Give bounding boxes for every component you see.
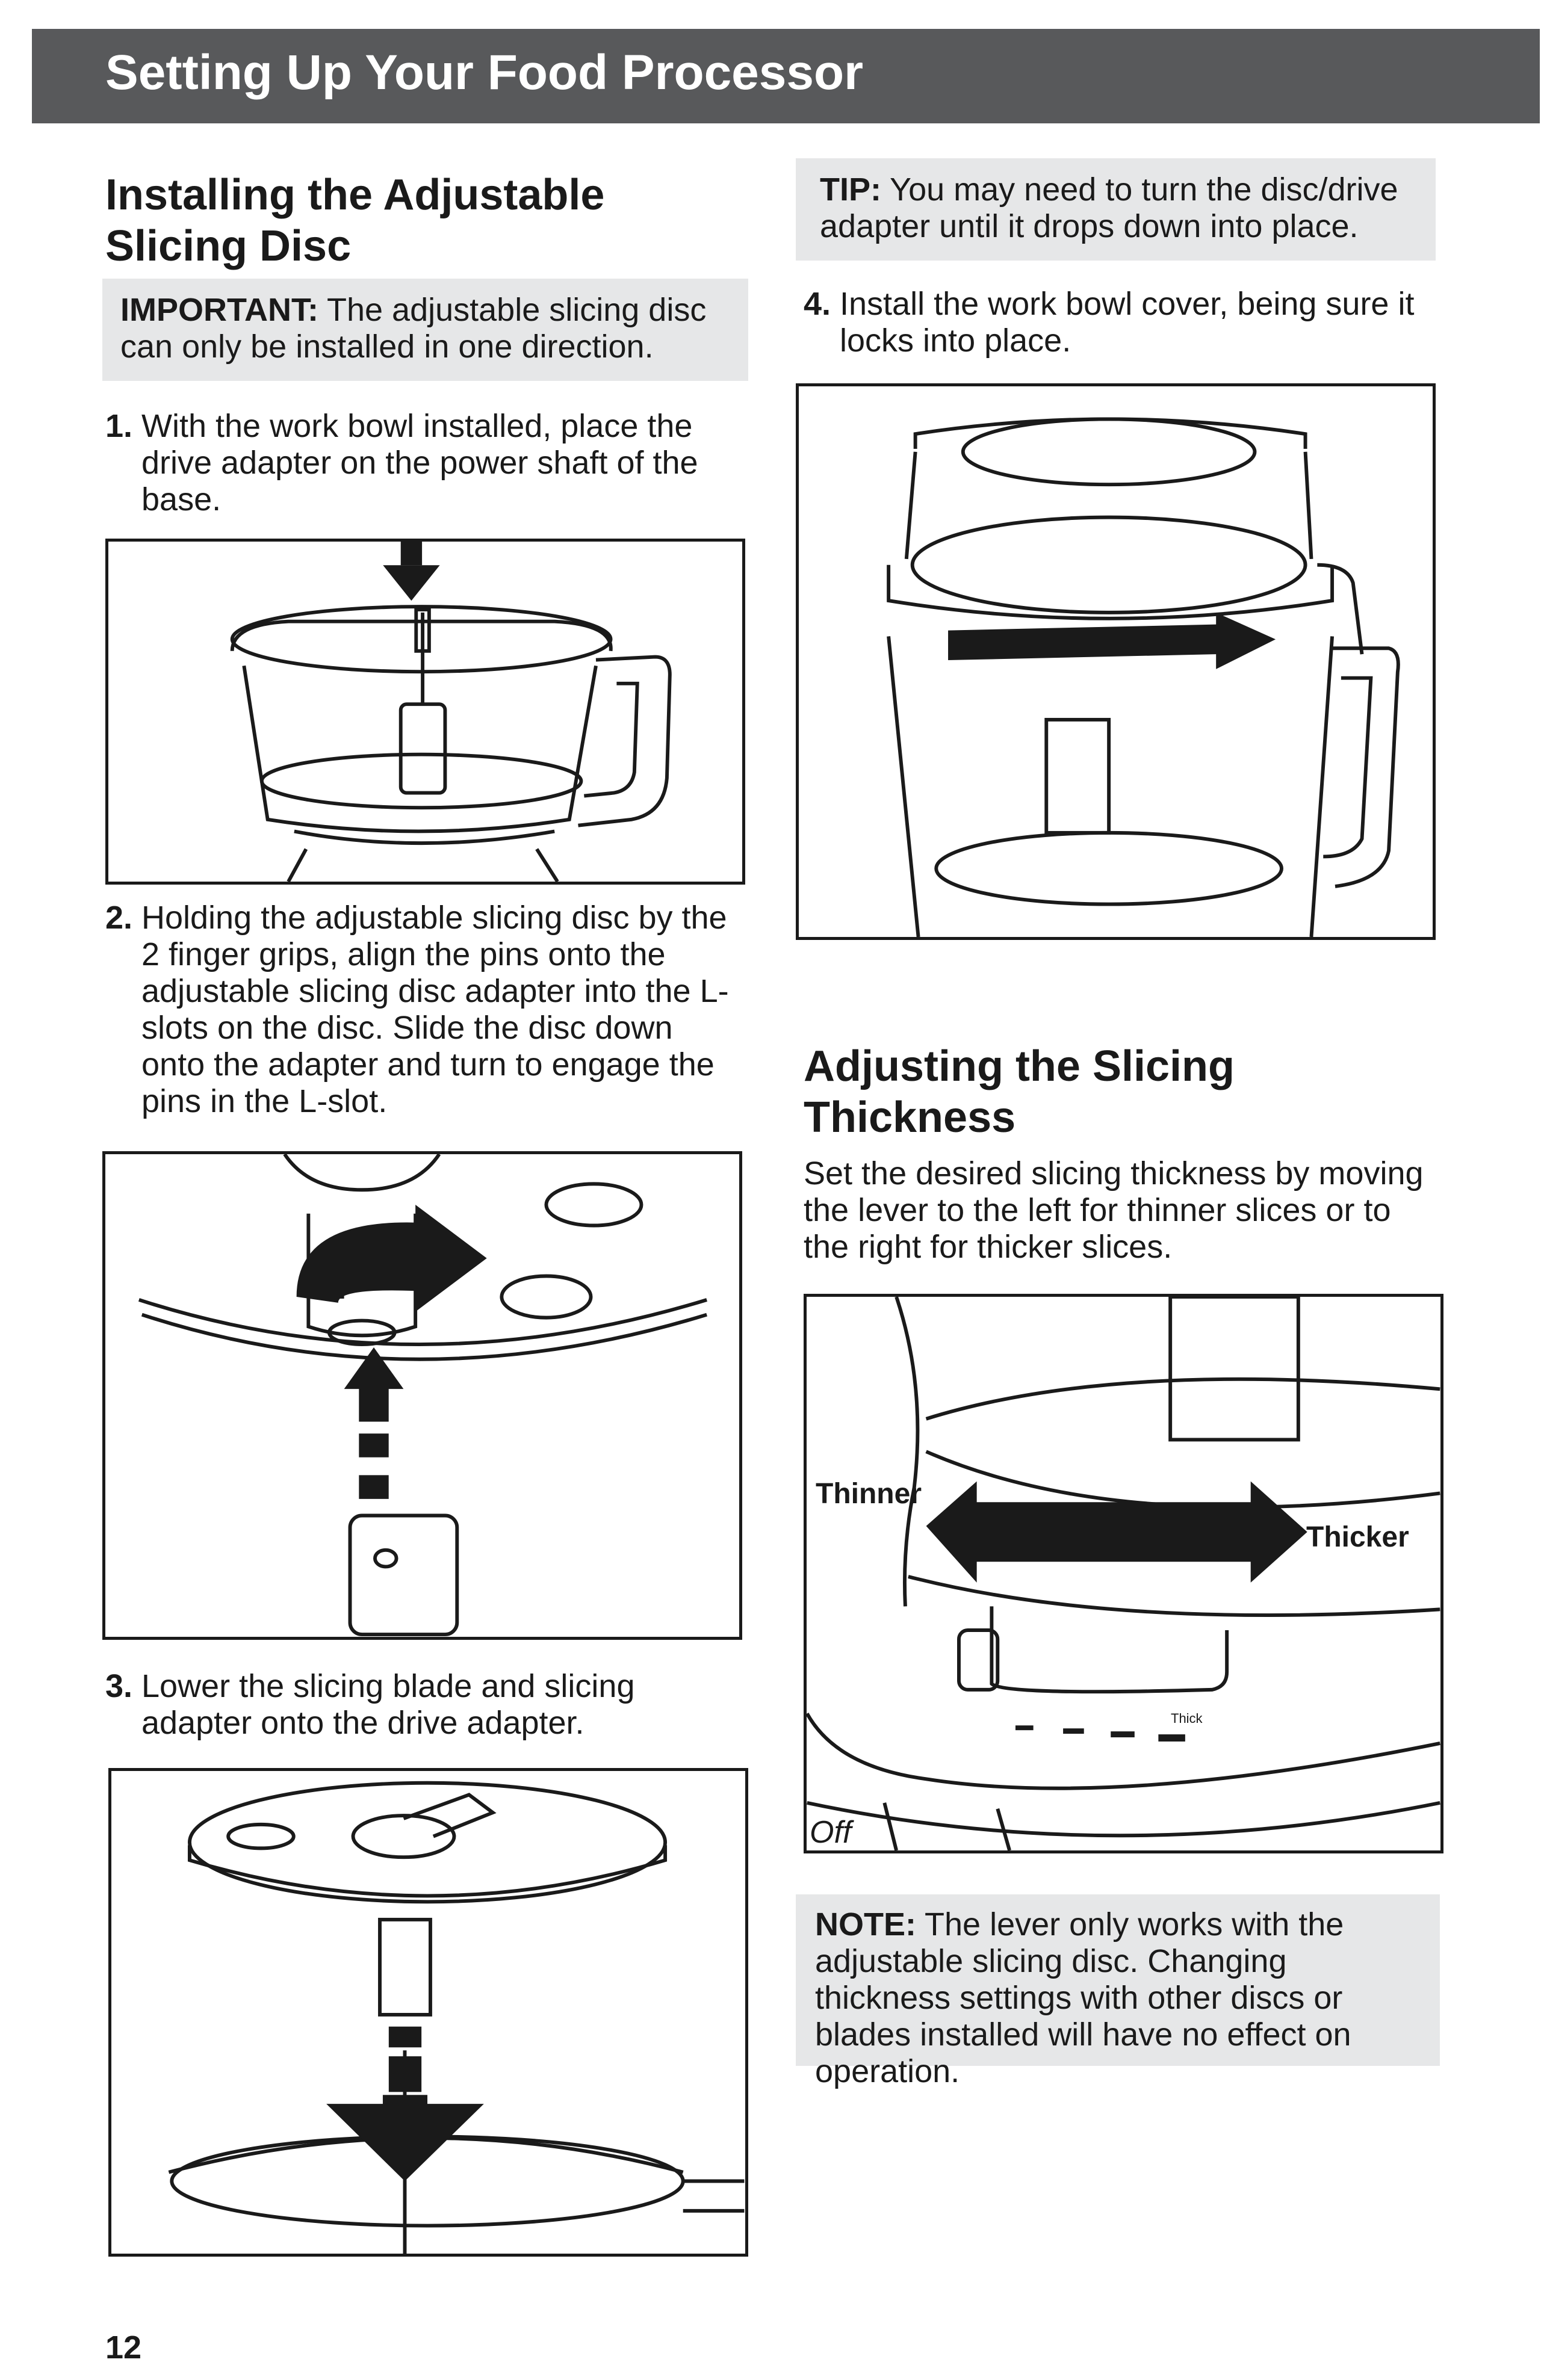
step-1-number: 1. bbox=[105, 408, 133, 444]
label-thicker: Thicker bbox=[1306, 1521, 1409, 1553]
tip-box bbox=[796, 158, 1436, 261]
important-label: IMPORTANT: bbox=[120, 292, 318, 328]
figure-drive-adapter-illustration bbox=[108, 542, 742, 882]
label-thinner: Thinner bbox=[816, 1478, 922, 1510]
tip-label: TIP: bbox=[820, 172, 881, 208]
figure-drive-adapter bbox=[105, 539, 745, 885]
step-1 bbox=[105, 408, 707, 518]
step-4 bbox=[804, 286, 1436, 359]
label-off: Off bbox=[810, 1815, 852, 1850]
important-text: The adjustable slicing disc can only be installed in one direction. bbox=[120, 292, 707, 365]
step-4-text: Install the work bowl cover, being sure it locks into place. bbox=[840, 286, 1415, 359]
figure-install-cover-illustration bbox=[799, 386, 1433, 937]
section-title-installing: Installing the Adjustable Slicing Disc bbox=[105, 171, 605, 270]
step-2 bbox=[105, 900, 737, 1120]
section-title-adjusting: Adjusting the Slicing Thickness bbox=[804, 1042, 1235, 1142]
step-3 bbox=[105, 1668, 737, 1742]
figure-lower-blade-illustration bbox=[111, 1771, 745, 2254]
figure-install-cover bbox=[796, 383, 1436, 940]
note-label: NOTE: bbox=[815, 1906, 916, 1943]
step-3-number: 3. bbox=[105, 1668, 133, 1704]
page-title: Setting Up Your Food Processor bbox=[105, 45, 863, 100]
step-4-number: 4. bbox=[804, 286, 831, 322]
figure-thickness-lever bbox=[804, 1294, 1443, 1853]
step-3-text: Lower the slicing blade and slicing adapter onto the drive adapter. bbox=[141, 1668, 635, 1742]
figure-thickness-lever-illustration bbox=[807, 1297, 1440, 1850]
step-2-number: 2. bbox=[105, 900, 133, 936]
note-box bbox=[796, 1894, 1440, 2090]
important-box bbox=[102, 279, 748, 381]
tip-text: You may need to turn the disc/drive adapter until it drops down into place. bbox=[820, 172, 1398, 245]
step-2-text: Holding the adjustable slicing disc by the 2 finger grips, align the pins onto the adjustable slicing disc adapter into the L-slots on the disc. Slide the disc down onto the adapter and turn to engage the pins in the L-slot. bbox=[141, 900, 729, 1120]
page-number: 12 bbox=[105, 2329, 142, 2366]
step-1-text: With the work bowl installed, place the drive adapter on the power shaft of the base. bbox=[141, 408, 698, 518]
figure-disc-adapter bbox=[102, 1151, 742, 1640]
note-text: The lever only works with the adjustable slicing disc. Changing thickness settings with other discs or blades installed will have no effect on operation. bbox=[815, 1906, 1351, 2090]
figure-disc-adapter-illustration bbox=[105, 1154, 739, 1637]
label-thick-small: Thick bbox=[1171, 1711, 1203, 1726]
adjusting-intro: Set the desired slicing thickness by moving the lever to the left for thinner slices or to the right for thicker slices. bbox=[804, 1155, 1424, 1266]
figure-lower-blade bbox=[108, 1768, 748, 2257]
